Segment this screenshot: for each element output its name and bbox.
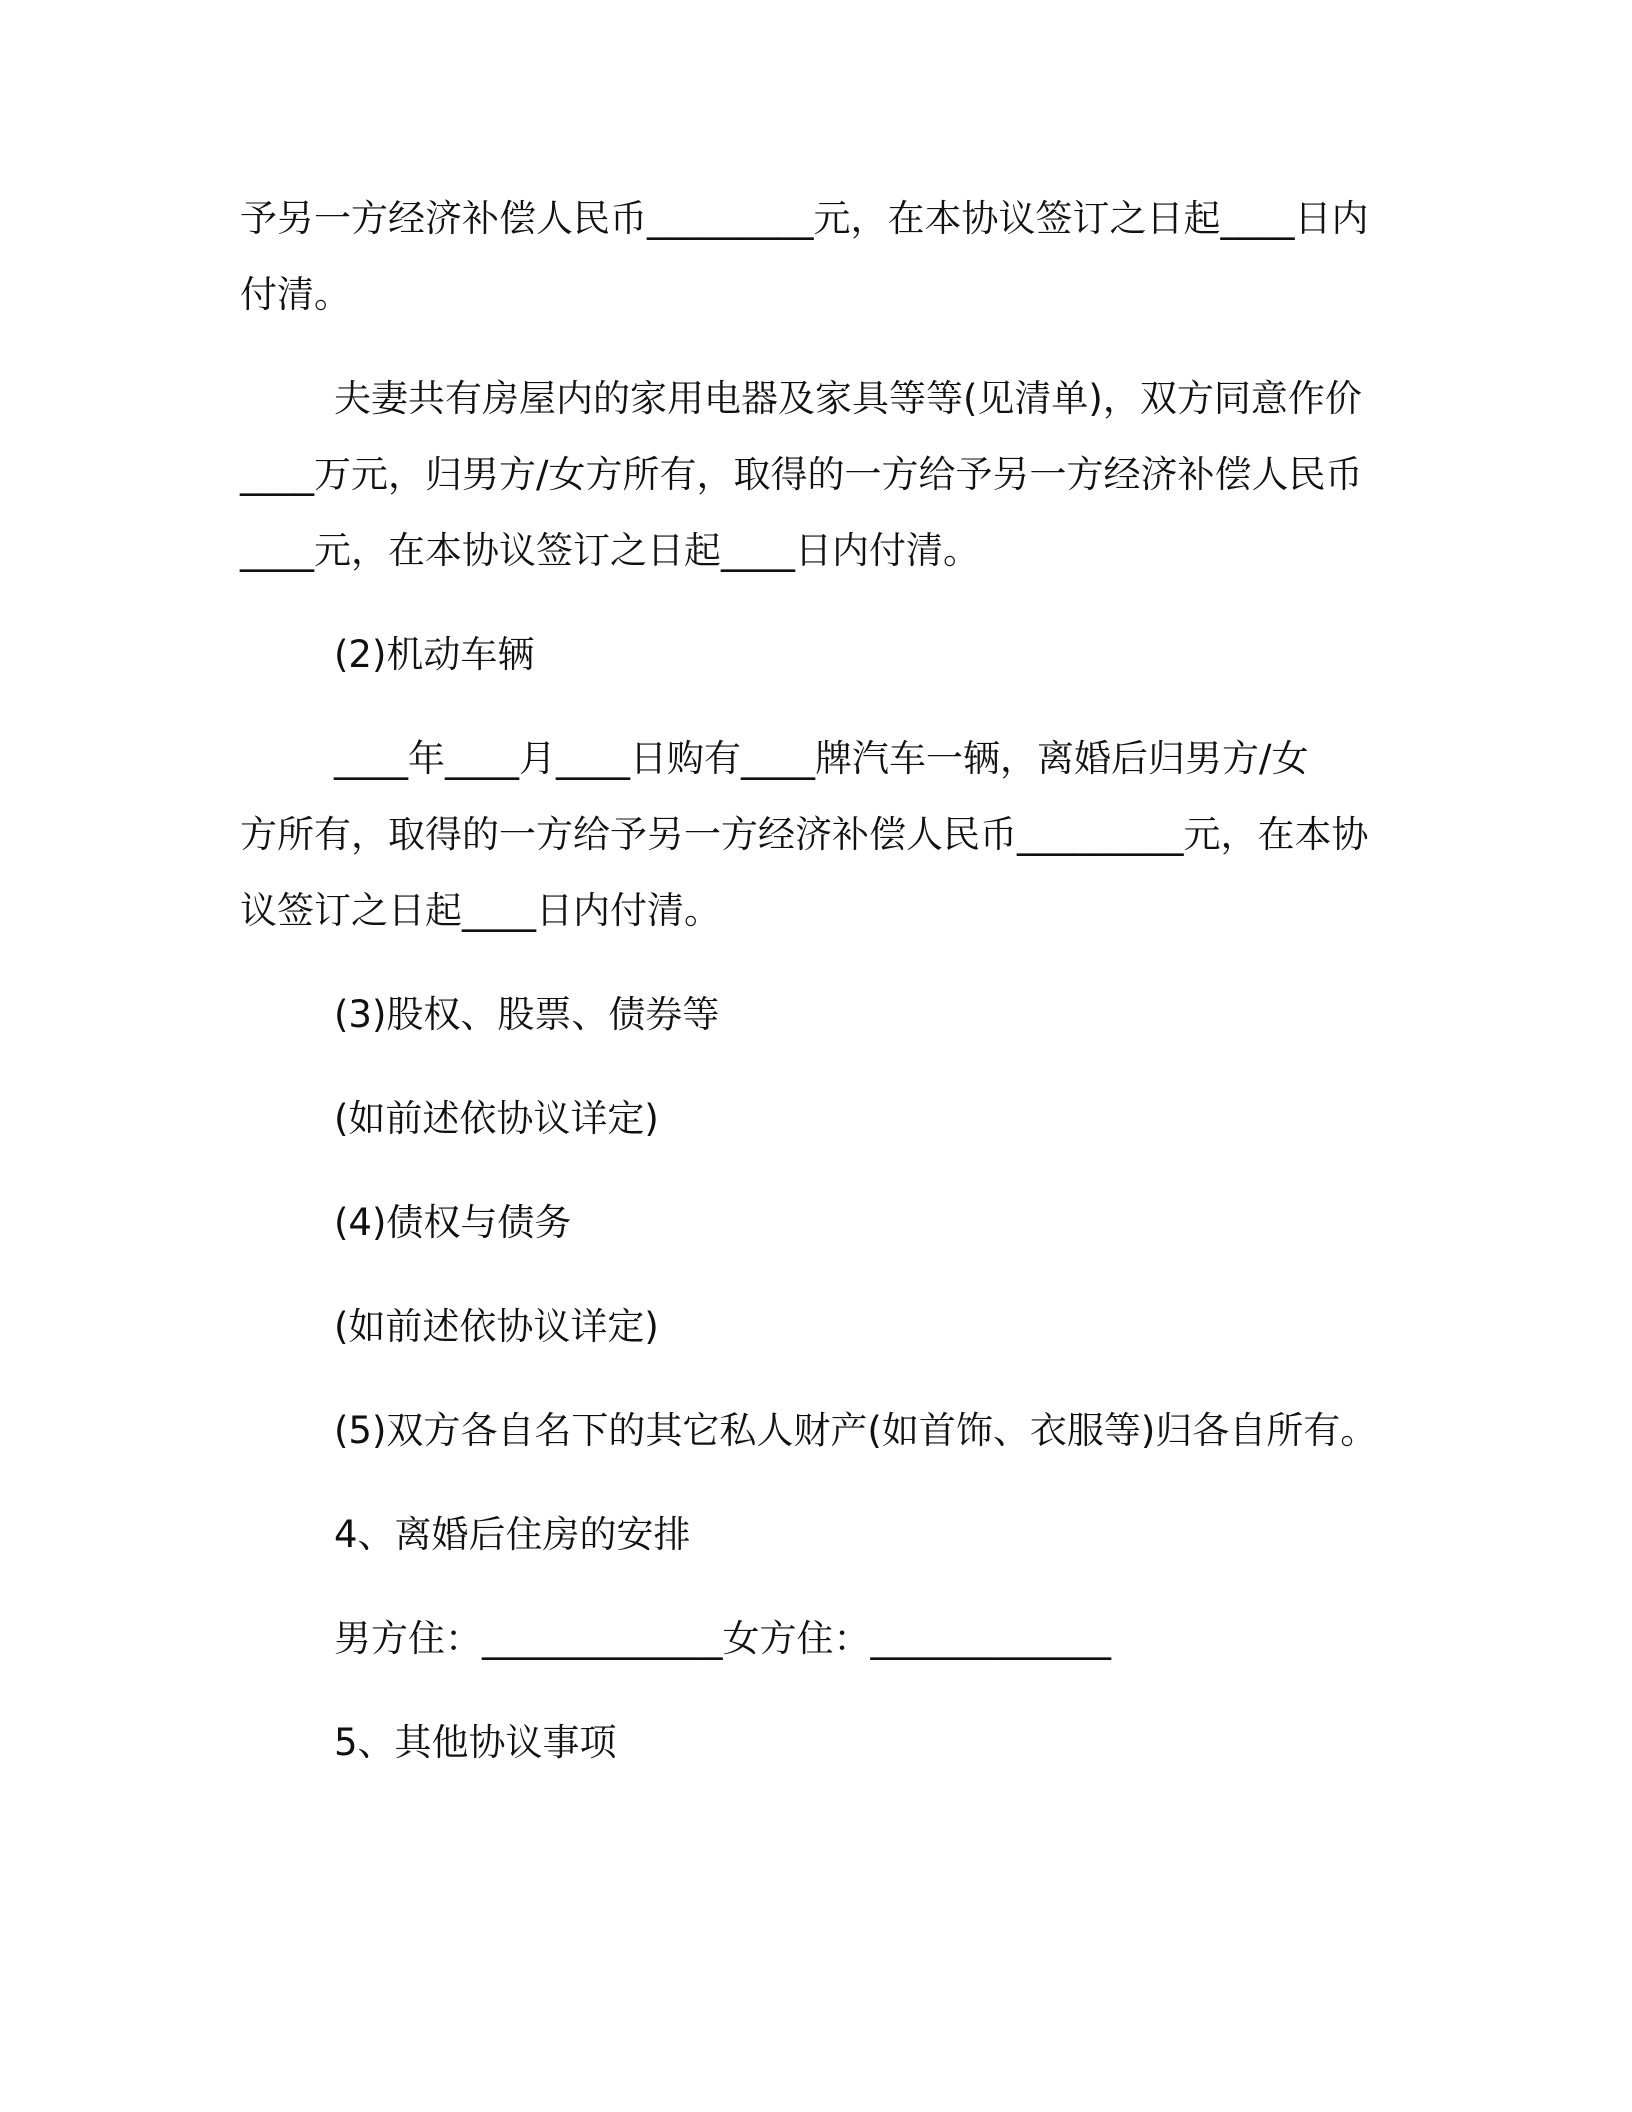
text-line-pay-off-1: 付清。: [240, 273, 351, 316]
text-line-personal-property: (5)双方各自名下的其它私人财产(如首饰、衣服等)归各自所有。: [334, 1409, 1378, 1452]
text-line-appliance-value: ____万元，归男方/女方所有，取得的一方给予另一方经济补偿人民币: [240, 453, 1363, 496]
text-line-claims-note: (如前述依协议详定): [334, 1305, 659, 1348]
text-line-vehicle-payment: 议签订之日起____日内付清。: [240, 889, 721, 932]
text-line-vehicle-purchase: ____年____月____日购有____牌汽车一辆，离婚后归男方/女: [334, 737, 1309, 780]
heading-housing-arrangement: 4、离婚后住房的安排: [334, 1513, 691, 1556]
heading-claims-debts: (4)债权与债务: [334, 1201, 572, 1244]
text-line-vehicle-compensation: 方所有，取得的一方给予另一方经济补偿人民币_________元，在本协: [240, 813, 1369, 856]
text-line-appliance-payment: ____元，在本协议签订之日起____日内付清。: [240, 529, 980, 572]
text-line-equity-note: (如前述依协议详定): [334, 1097, 659, 1140]
text-line-residence-fields: 男方住：_____________女方住：_____________: [334, 1617, 1111, 1660]
heading-other-matters: 5、其他协议事项: [334, 1721, 617, 1764]
text-line-household-appliances: 夫妻共有房屋内的家用电器及家具等等(见清单)，双方同意作价: [334, 377, 1362, 420]
text-line-compensation-1: 予另一方经济补偿人民币_________元，在本协议签订之日起____日内: [240, 197, 1369, 240]
heading-motor-vehicles: (2)机动车辆: [334, 633, 535, 676]
heading-equity-stocks-bonds: (3)股权、股票、债券等: [334, 993, 720, 1036]
